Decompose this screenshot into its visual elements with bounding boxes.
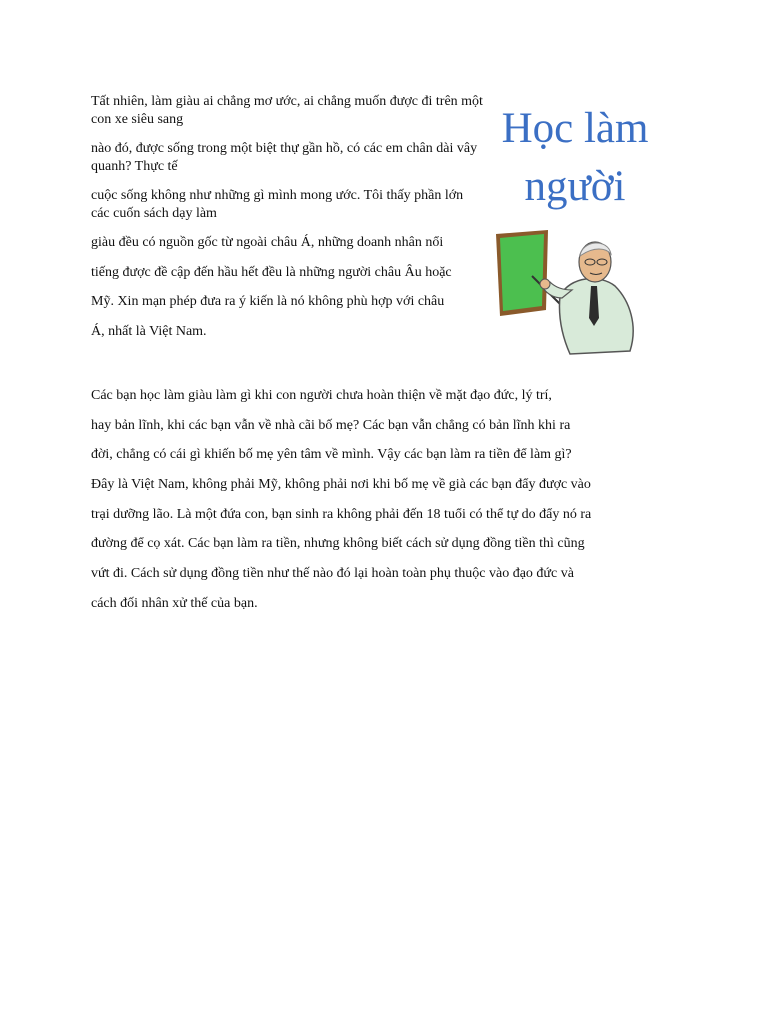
page-title: Học làm người xyxy=(501,105,649,210)
body-line: Các bạn học làm giàu làm gì khi con người chưa hoàn thiện về mặt đạo đức, lý trí, xyxy=(91,388,552,403)
body-line: vứt đi. Cách sử dụng đồng tiền như thế nào đó lại hoàn toàn phụ thuộc vào đạo đức và xyxy=(91,566,574,582)
intro-line: Á, nhất là Việt Nam. xyxy=(91,323,207,339)
body-line: cách đối nhân xử thế của bạn. xyxy=(91,595,258,611)
intro-line: Mỹ. Xin mạn phép đưa ra ý kiến là nó không phù hợp với châu xyxy=(91,294,445,309)
body-line: đường để cọ xát. Các bạn làm ra tiền, nhưng không biết cách sử dụng đồng tiền thì cũng xyxy=(91,536,585,552)
intro-line: Tất nhiên, làm giàu ai chẳng mơ ước, ai chẳng muốn được đi trên một con xe siêu sang xyxy=(91,94,483,127)
intro-line: giàu đều có nguồn gốc từ ngoài châu Á, những doanh nhân nổi xyxy=(91,235,444,250)
intro-paragraph xyxy=(91,93,483,352)
intro-line: cuộc sống không như những gì mình mong ước. Tôi thấy phần lớn các cuốn sách dạy làm xyxy=(91,188,464,221)
teacher-at-board-icon xyxy=(490,226,640,361)
intro-line: nào đó, được sống trong một biệt thự gần hồ, có các em chân dài vây quanh? Thực tế xyxy=(91,141,478,174)
body-line: Đây là Việt Nam, không phải Mỹ, không phải nơi khi bố mẹ về già các bạn đẩy được vào xyxy=(91,477,591,493)
body-line: trại dưỡng lão. Là một đứa con, bạn sinh ra không phải đến 18 tuổi có thể tự do đẩy nó ra xyxy=(91,506,592,522)
body-paragraph xyxy=(91,387,651,625)
body-line: hay bản lĩnh, khi các bạn vẫn về nhà cãi bố mẹ? Các bạn vẫn chẳng có bản lĩnh khi ra xyxy=(91,417,571,433)
body-line: đời, chẳng có cái gì khiến bố mẹ yên tâm về mình. Vậy các bạn làm ra tiền để làm gì? xyxy=(91,447,572,463)
intro-line: tiếng được đề cập đến hầu hết đều là những người châu Âu hoặc xyxy=(91,264,452,280)
